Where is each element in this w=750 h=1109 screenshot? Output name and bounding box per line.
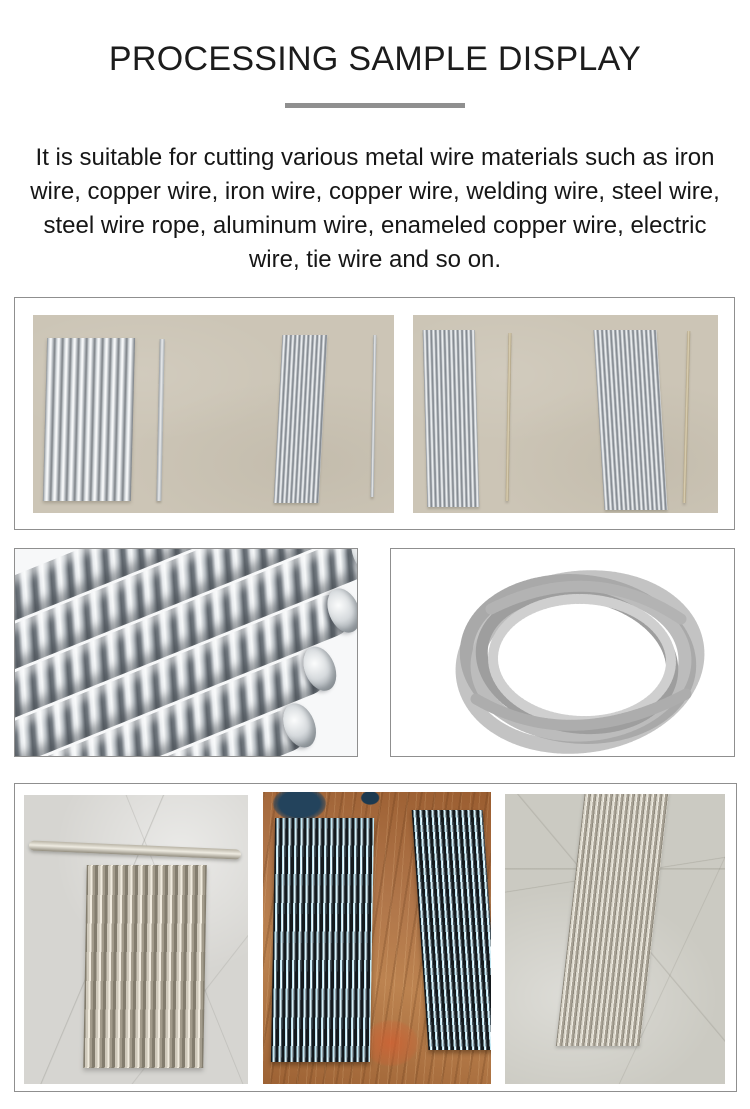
photo-cut-rod-samples-left <box>33 315 394 513</box>
gallery-row-1-frame <box>14 297 735 530</box>
wire-bundle <box>423 330 480 507</box>
thin-wire-bundle <box>556 794 669 1046</box>
thick-rod <box>29 840 241 859</box>
gallery-row-3-frame <box>14 783 737 1092</box>
photo-fanned-thin-wires <box>505 794 725 1084</box>
blued-wire-bundle <box>271 818 374 1062</box>
rod-bundle <box>83 865 207 1068</box>
rod-bundle <box>43 338 135 501</box>
single-wire <box>683 331 691 503</box>
title-divider <box>285 103 465 108</box>
photo-cut-wire-samples-right <box>413 315 718 513</box>
page-title: PROCESSING SAMPLE DISPLAY <box>108 40 642 78</box>
gallery-row-2-right-frame <box>390 548 735 757</box>
cable-group <box>15 549 357 756</box>
photo-cut-rods-gray-surface <box>24 795 248 1084</box>
photo-wire-rope-coil <box>391 549 734 756</box>
single-wire <box>506 333 512 501</box>
single-wire <box>371 335 377 497</box>
product-description <box>15 141 735 277</box>
single-rod <box>156 339 164 501</box>
gallery-row-2-left-frame <box>14 548 358 757</box>
blued-wire-bundle <box>412 810 491 1050</box>
description-line: It is suitable for cutting various metal wire materials such as iron <box>35 144 715 171</box>
description-line: wire, copper wire, iron wire, copper wire, welding wire, steel wire, <box>30 178 720 205</box>
wire-rope-coil-graphic <box>391 549 734 756</box>
photo-stranded-cable-closeup <box>15 549 357 756</box>
description-line: steel wire rope, aluminum wire, enameled copper wire, electric <box>43 212 707 239</box>
photo-blued-wires-wood-table <box>263 792 491 1084</box>
description-line: wire, tie wire and so on. <box>248 246 502 273</box>
wire-bundle <box>274 335 328 503</box>
wire-bundle <box>593 330 667 510</box>
